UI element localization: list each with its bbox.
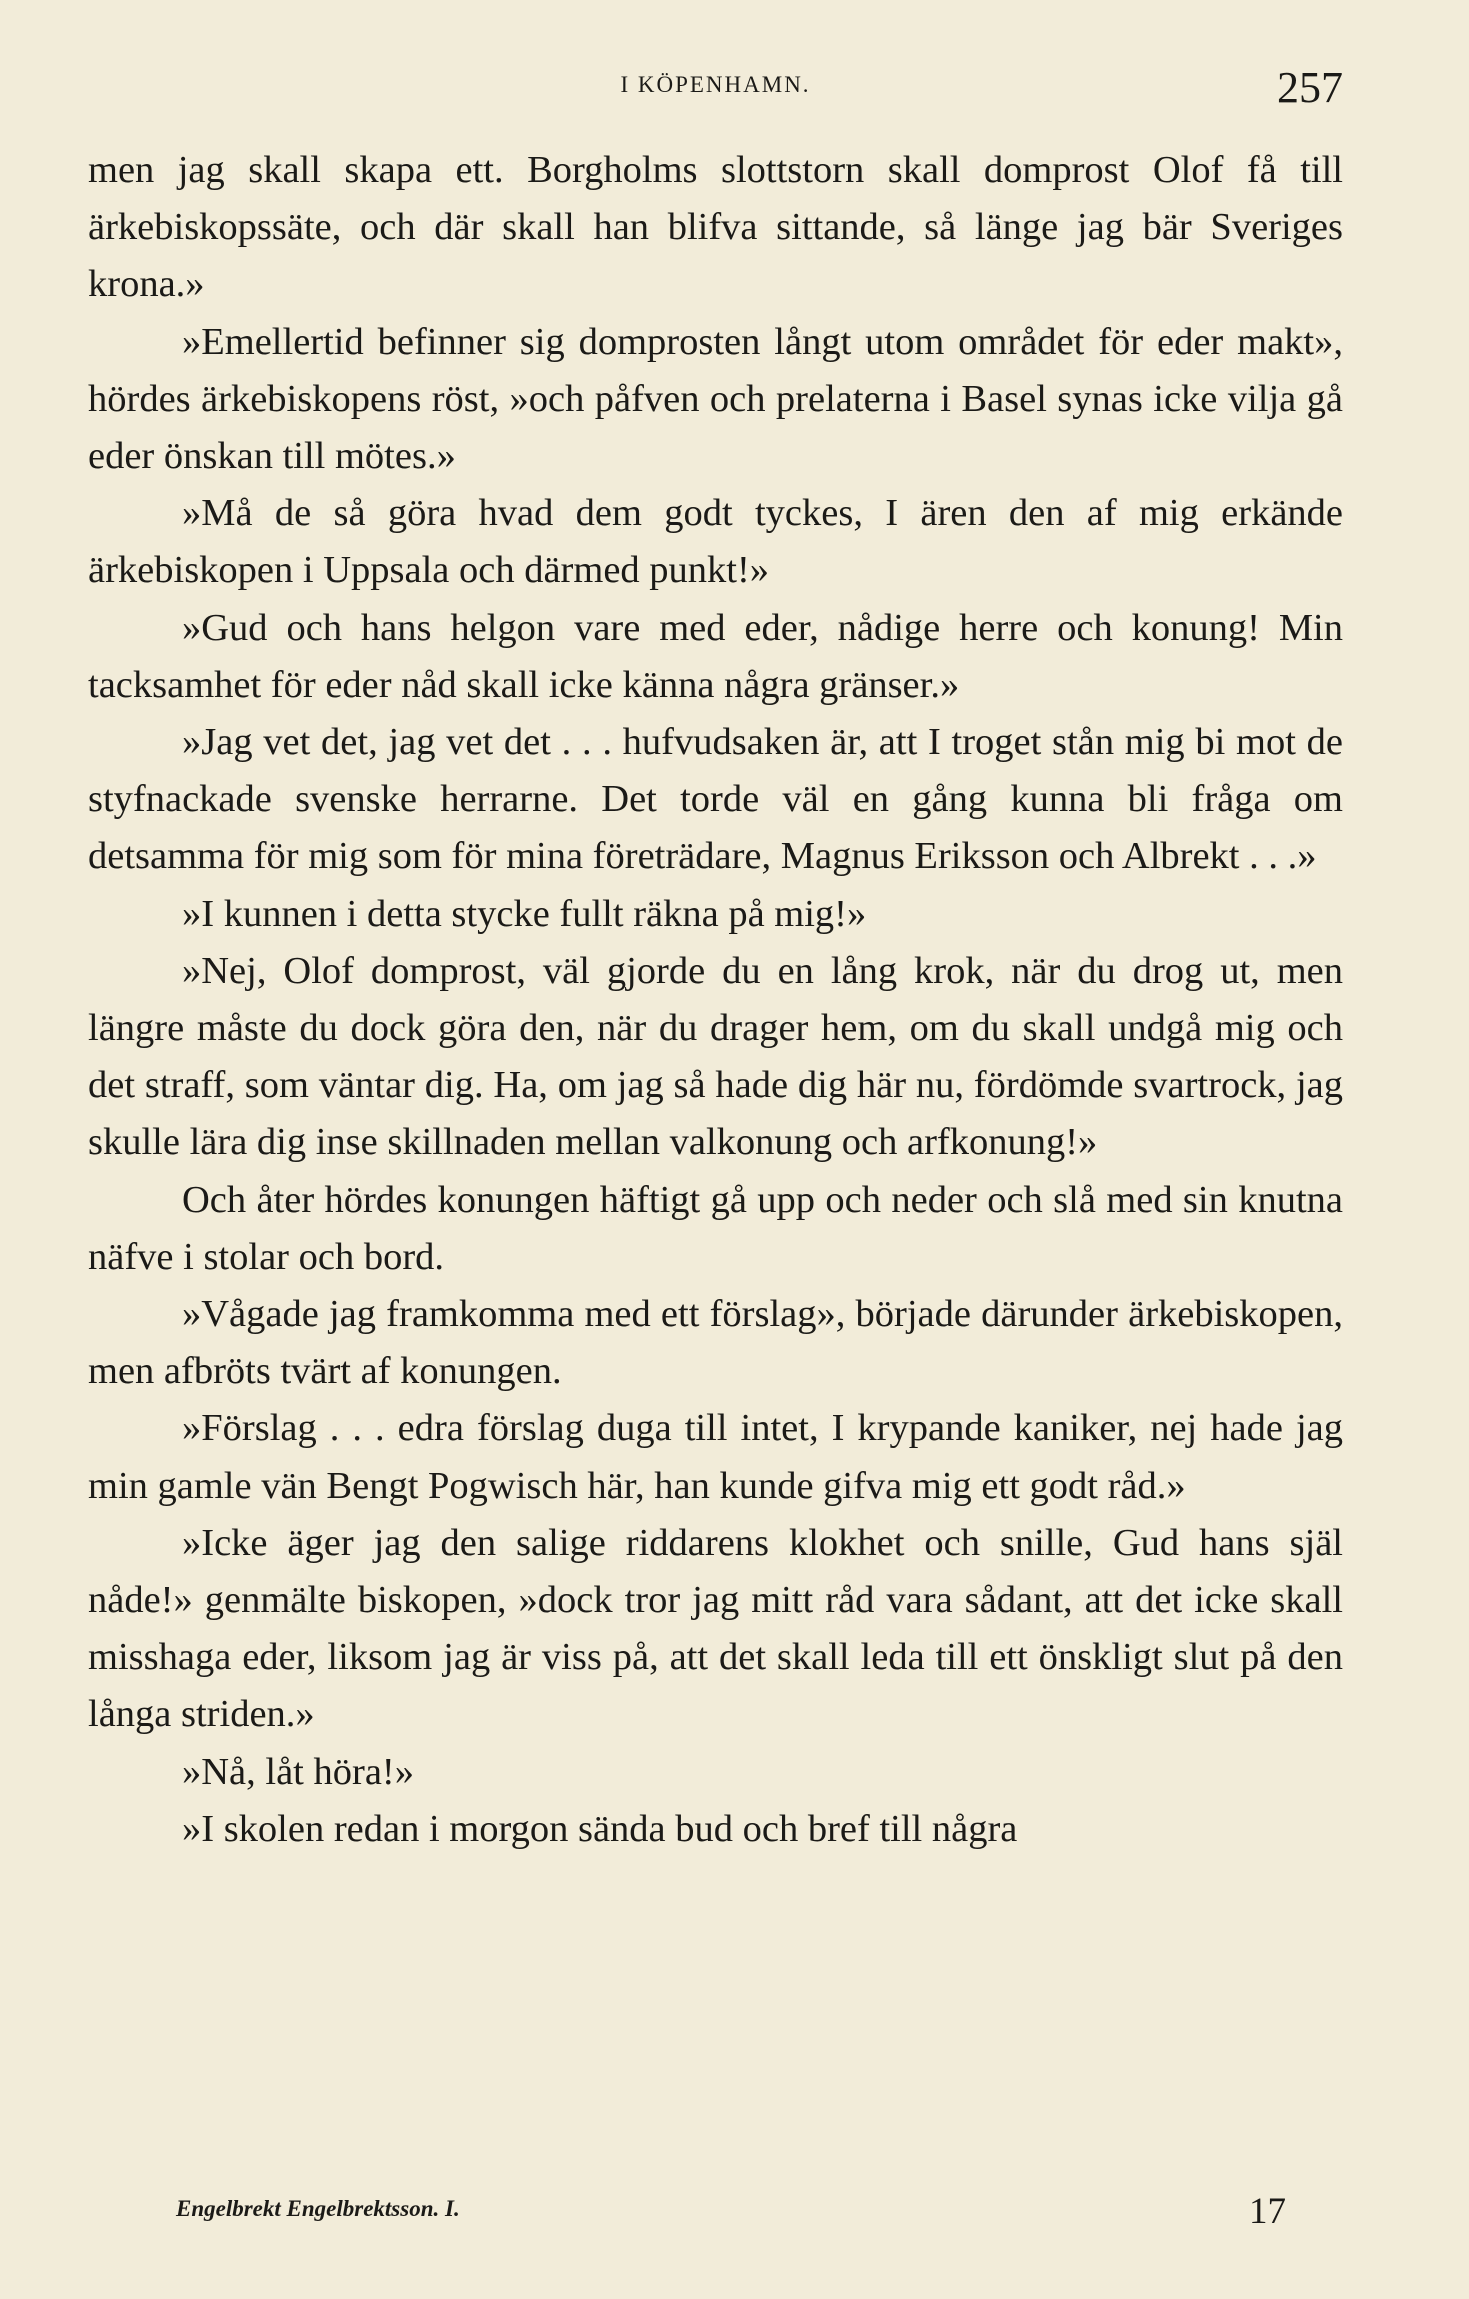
- paragraph: »Gud och hans helgon vare med eder, nådige herre och konung! Min tacksamhet för eder nåd skall icke känna några gränser.»: [88, 606, 1343, 706]
- printer-signature: Engelbrekt Engelbrektsson. I.: [176, 2196, 460, 2221]
- paragraph: »Nej, Olof domprost, väl gjorde du en lång krok, när du drog ut, men längre måste du dock göra den, när du drager hem, om du skall undgå mig och det straff, som väntar dig. Ha, om jag så hade dig här nu, fördömde svartrock, jag skulle lära dig inse skillnaden mellan valkonung och arfkonung!»: [88, 949, 1343, 1164]
- body-text: [88, 142, 1343, 1858]
- paragraph: men jag skall skapa ett. Borgholms slottstorn skall domprost Olof få till ärkebiskopssäte, och där skall han blifva sittande, så länge jag bär Sveriges krona.»: [88, 149, 1343, 306]
- page-header: [88, 62, 1343, 122]
- paragraph: Och åter hördes konungen häftigt gå upp och neder och slå med sin knutna näfve i stolar och bord.: [88, 1178, 1343, 1278]
- paragraph: »Må de så göra hvad dem godt tyckes, I ären den af mig erkände ärkebiskopen i Uppsala och därmed punkt!»: [88, 492, 1343, 592]
- paragraph: »I skolen redan i morgon sända bud och bref till några: [182, 1807, 1018, 1850]
- paragraph: »I kunnen i detta stycke fullt räkna på mig!»: [182, 892, 867, 935]
- paragraph: »Jag vet det, jag vet det . . . hufvudsaken är, att I troget stån mig bi mot de styfnackade svenske herrarne. Det torde väl en gång kunna bli fråga om detsamma för mig som för mina företrädare, Magnus Eriksson och Albrekt . . .»: [88, 721, 1343, 878]
- running-head: I KÖPENHAMN.: [620, 72, 811, 97]
- paragraph: »Icke äger jag den salige riddarens klokhet och snille, Gud hans själ nåde!» genmälte biskopen, »dock tror jag mitt råd vara sådant, att det icke skall misshaga eder, liksom jag är viss på, att det skall leda till ett önskligt slut på den långa striden.»: [88, 1521, 1343, 1736]
- paragraph: »Emellertid befinner sig domprosten långt utom området för eder makt», hördes ärkebiskopens röst, »och påfven och prelaterna i Basel synas icke vilja gå eder önskan till mötes.»: [88, 320, 1343, 478]
- paragraph: »Vågade jag framkomma med ett förslag», började därunder ärkebiskopen, men afbröts tvärt af konungen.: [88, 1293, 1343, 1393]
- page-number: 257: [1277, 63, 1343, 112]
- paragraph: »Förslag . . . edra förslag duga till intet, I krypande kaniker, nej hade jag min gamle vän Bengt Pogwisch här, han kunde gifva mig ett godt råd.»: [88, 1407, 1343, 1507]
- paragraph: »Nå, låt höra!»: [182, 1750, 414, 1793]
- sheet-number: 17: [1249, 2191, 1286, 2232]
- page-footer: [88, 2190, 1343, 2240]
